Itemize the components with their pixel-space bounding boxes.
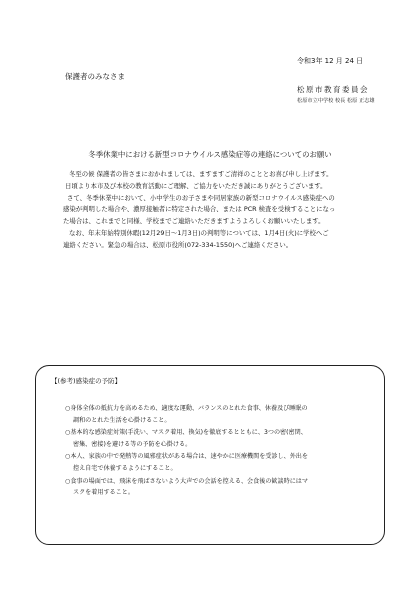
issuer-subline: 松原市立中学校 校長 松原 正志雄	[297, 98, 375, 104]
body-paragraph: さて、冬季休業中において、小中学生のお子さまや同居家族の新型コロナウイルス感染症への	[67, 193, 335, 202]
body-paragraph: 日頃より本市及び本校の教育活動にご理解、ご協力をいただき誠にありがとうございます。	[65, 181, 327, 190]
prevention-list	[65, 403, 381, 500]
prevention-item-line: スクを着用すること。	[73, 489, 134, 497]
prevention-box-title: 【(参考)感染症の予防】	[51, 377, 122, 385]
body-paragraph: た場合は、これまでと同様、学校までご連絡いただきますようよろしくお願いいたします。	[63, 217, 325, 226]
issuer-organization: 松原市教育委員会	[297, 85, 369, 94]
letter-body	[63, 169, 375, 252]
date: 令和3年 12 月 24 日	[297, 57, 364, 65]
prevention-item	[65, 476, 381, 499]
prevention-item	[65, 451, 381, 474]
body-paragraph: 連絡ください。緊急の場合は、松原市役所(072-334-1550)へご連絡ください。	[63, 240, 293, 249]
prevention-item	[65, 403, 381, 426]
prevention-item-line: 控え自宅で休養するようにすること。	[73, 464, 177, 472]
prevention-item-line: ○本人、家族の中で発熱等の風邪症状がある場合は、速やかに医療機関を受診し、外出を	[65, 453, 308, 461]
body-paragraph: 冬至の候 保護者の皆さまにおかれましては、ますますご清祥のこととお喜び申し上げます。	[69, 170, 333, 178]
prevention-box	[35, 365, 385, 545]
letter-title: 冬季休業中における新型コロナウイルス感染症等の連絡についてのお願い	[88, 150, 332, 159]
prevention-item	[65, 427, 381, 450]
body-paragraph: 感染が判明した場合や、濃厚接触者に特定された場合、または PCR 検査を受検することになっ	[63, 205, 336, 214]
prevention-item-line: ○基本的な感染症対策(手洗い、マスク着用、換気)を徹底するとともに、3つの密(密閉、	[65, 429, 307, 437]
prevention-item-line: 調和のとれた生活を心掛けること。	[73, 416, 171, 424]
prevention-item-line: ○食事の場面では、飛沫を飛ばさないよう大声での会話を控える、会食後の歓談時にはマ	[65, 477, 308, 485]
prevention-item-line: 密集、密接)を避ける等の予防を心掛ける。	[73, 440, 192, 448]
body-paragraph: なお、年末年始特別休暇(12月29日～1月3日)の判明等については、1月4日(火)に学校へご	[69, 228, 329, 237]
addressee: 保護者のみなさま	[65, 72, 125, 81]
prevention-item-line: ○身体全体の抵抗力を高めるため、適度な運動、バランスのとれた食事、休養及び睡眠の	[65, 405, 308, 412]
